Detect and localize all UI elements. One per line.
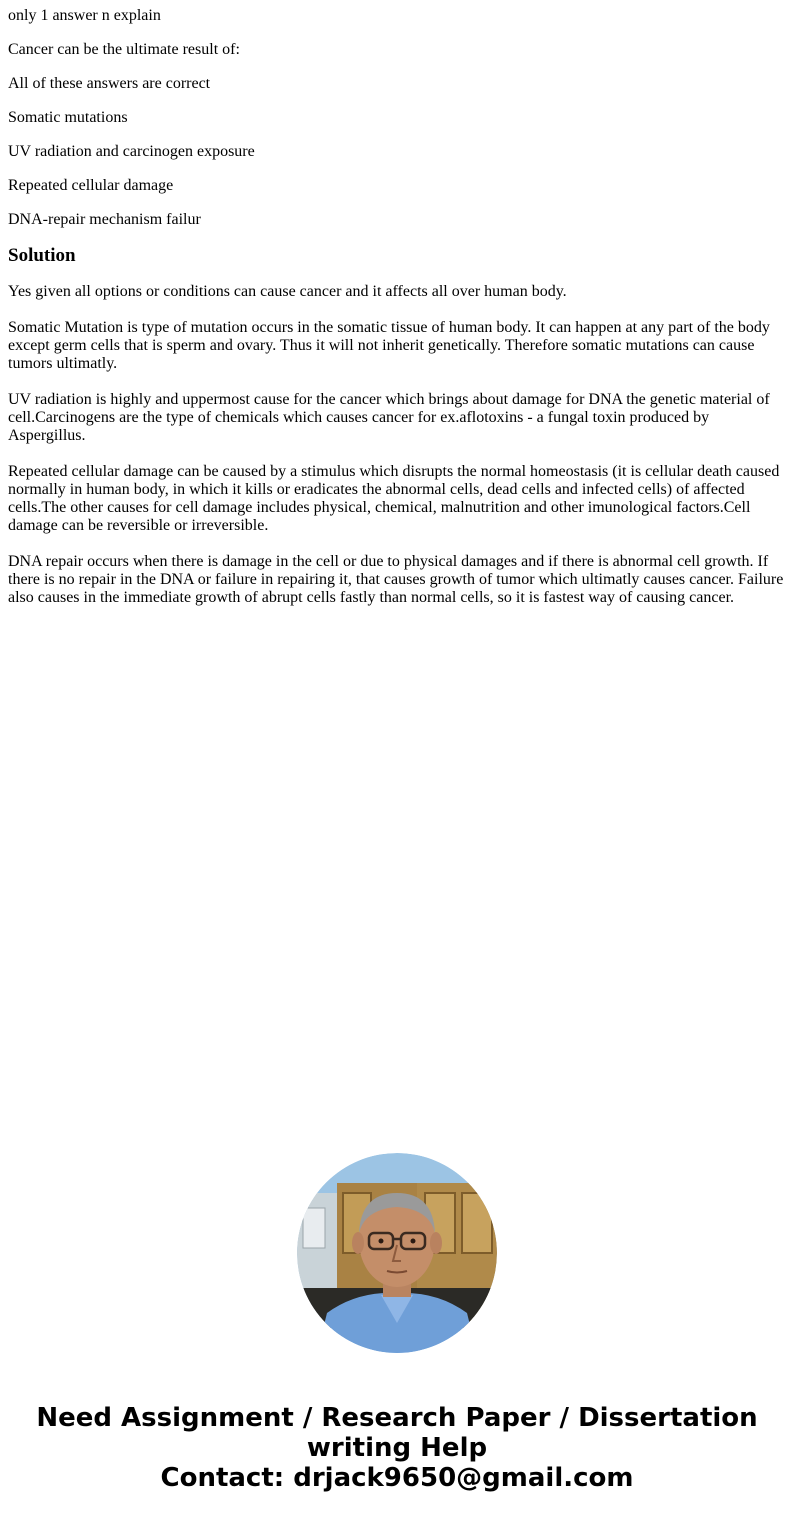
promo-banner xyxy=(0,1403,794,1493)
promo-line: writing Help xyxy=(306,1433,488,1463)
answer-option: Repeated cellular damage xyxy=(8,177,174,194)
promo-contact: Contact: drjack9650@gmail.com xyxy=(160,1463,634,1493)
solution-paragraph: Repeated cellular damage can be caused by a stimulus which disrupts the normal homeostasis (it is cellular death caused normally in human body, in which it kills or eradicates the abnormal cells, dead cells and infected cells) of affected cells.The other causes for cell damage includes physical, chemical, malnutrition and other imunological factors.Cell damage can be reversible or irreversible. xyxy=(8,463,780,534)
answer-option: DNA-repair mechanism failur xyxy=(8,211,201,228)
solution-paragraph: Yes given all options or conditions can cause cancer and it affects all over human body. xyxy=(8,283,567,300)
solution-heading: Solution xyxy=(8,245,76,266)
promo-line: Need Assignment / Research Paper / Dissertation xyxy=(36,1403,758,1433)
solution-paragraph: Somatic Mutation is type of mutation occurs in the somatic tissue of human body. It can happen at any part of the body except germ cells that is sperm and ovary. Thus it will not inherit genetically. Therefore somatic mutations can cause tumors ultimatly. xyxy=(8,319,770,372)
answer-option: UV radiation and carcinogen exposure xyxy=(8,143,255,160)
avatar xyxy=(297,1153,497,1353)
avatar-portrait-image xyxy=(297,1153,497,1353)
document-body xyxy=(8,0,786,625)
solution-paragraph: DNA repair occurs when there is damage in the cell or due to physical damages and if there is abnormal cell growth. If there is no repair in the DNA or failure in repairing it, that causes growth of tumor which ultimatly causes cancer. Failure also causes in the immediate growth of abrupt cells fastly than normal cells, so it is fastest way of causing cancer. xyxy=(8,553,784,606)
answer-option: All of these answers are correct xyxy=(8,75,211,92)
solution-paragraph: UV radiation is highly and uppermost cause for the cancer which brings about damage for DNA the genetic material of cell.Carcinogens are the type of chemicals which causes cancer for ex.aflotoxins - a fungal toxin produced by Aspergillus. xyxy=(8,391,770,444)
answer-option: Somatic mutations xyxy=(8,109,128,126)
question-intro: only 1 answer n explain xyxy=(8,7,161,24)
question-prompt: Cancer can be the ultimate result of: xyxy=(8,41,240,58)
